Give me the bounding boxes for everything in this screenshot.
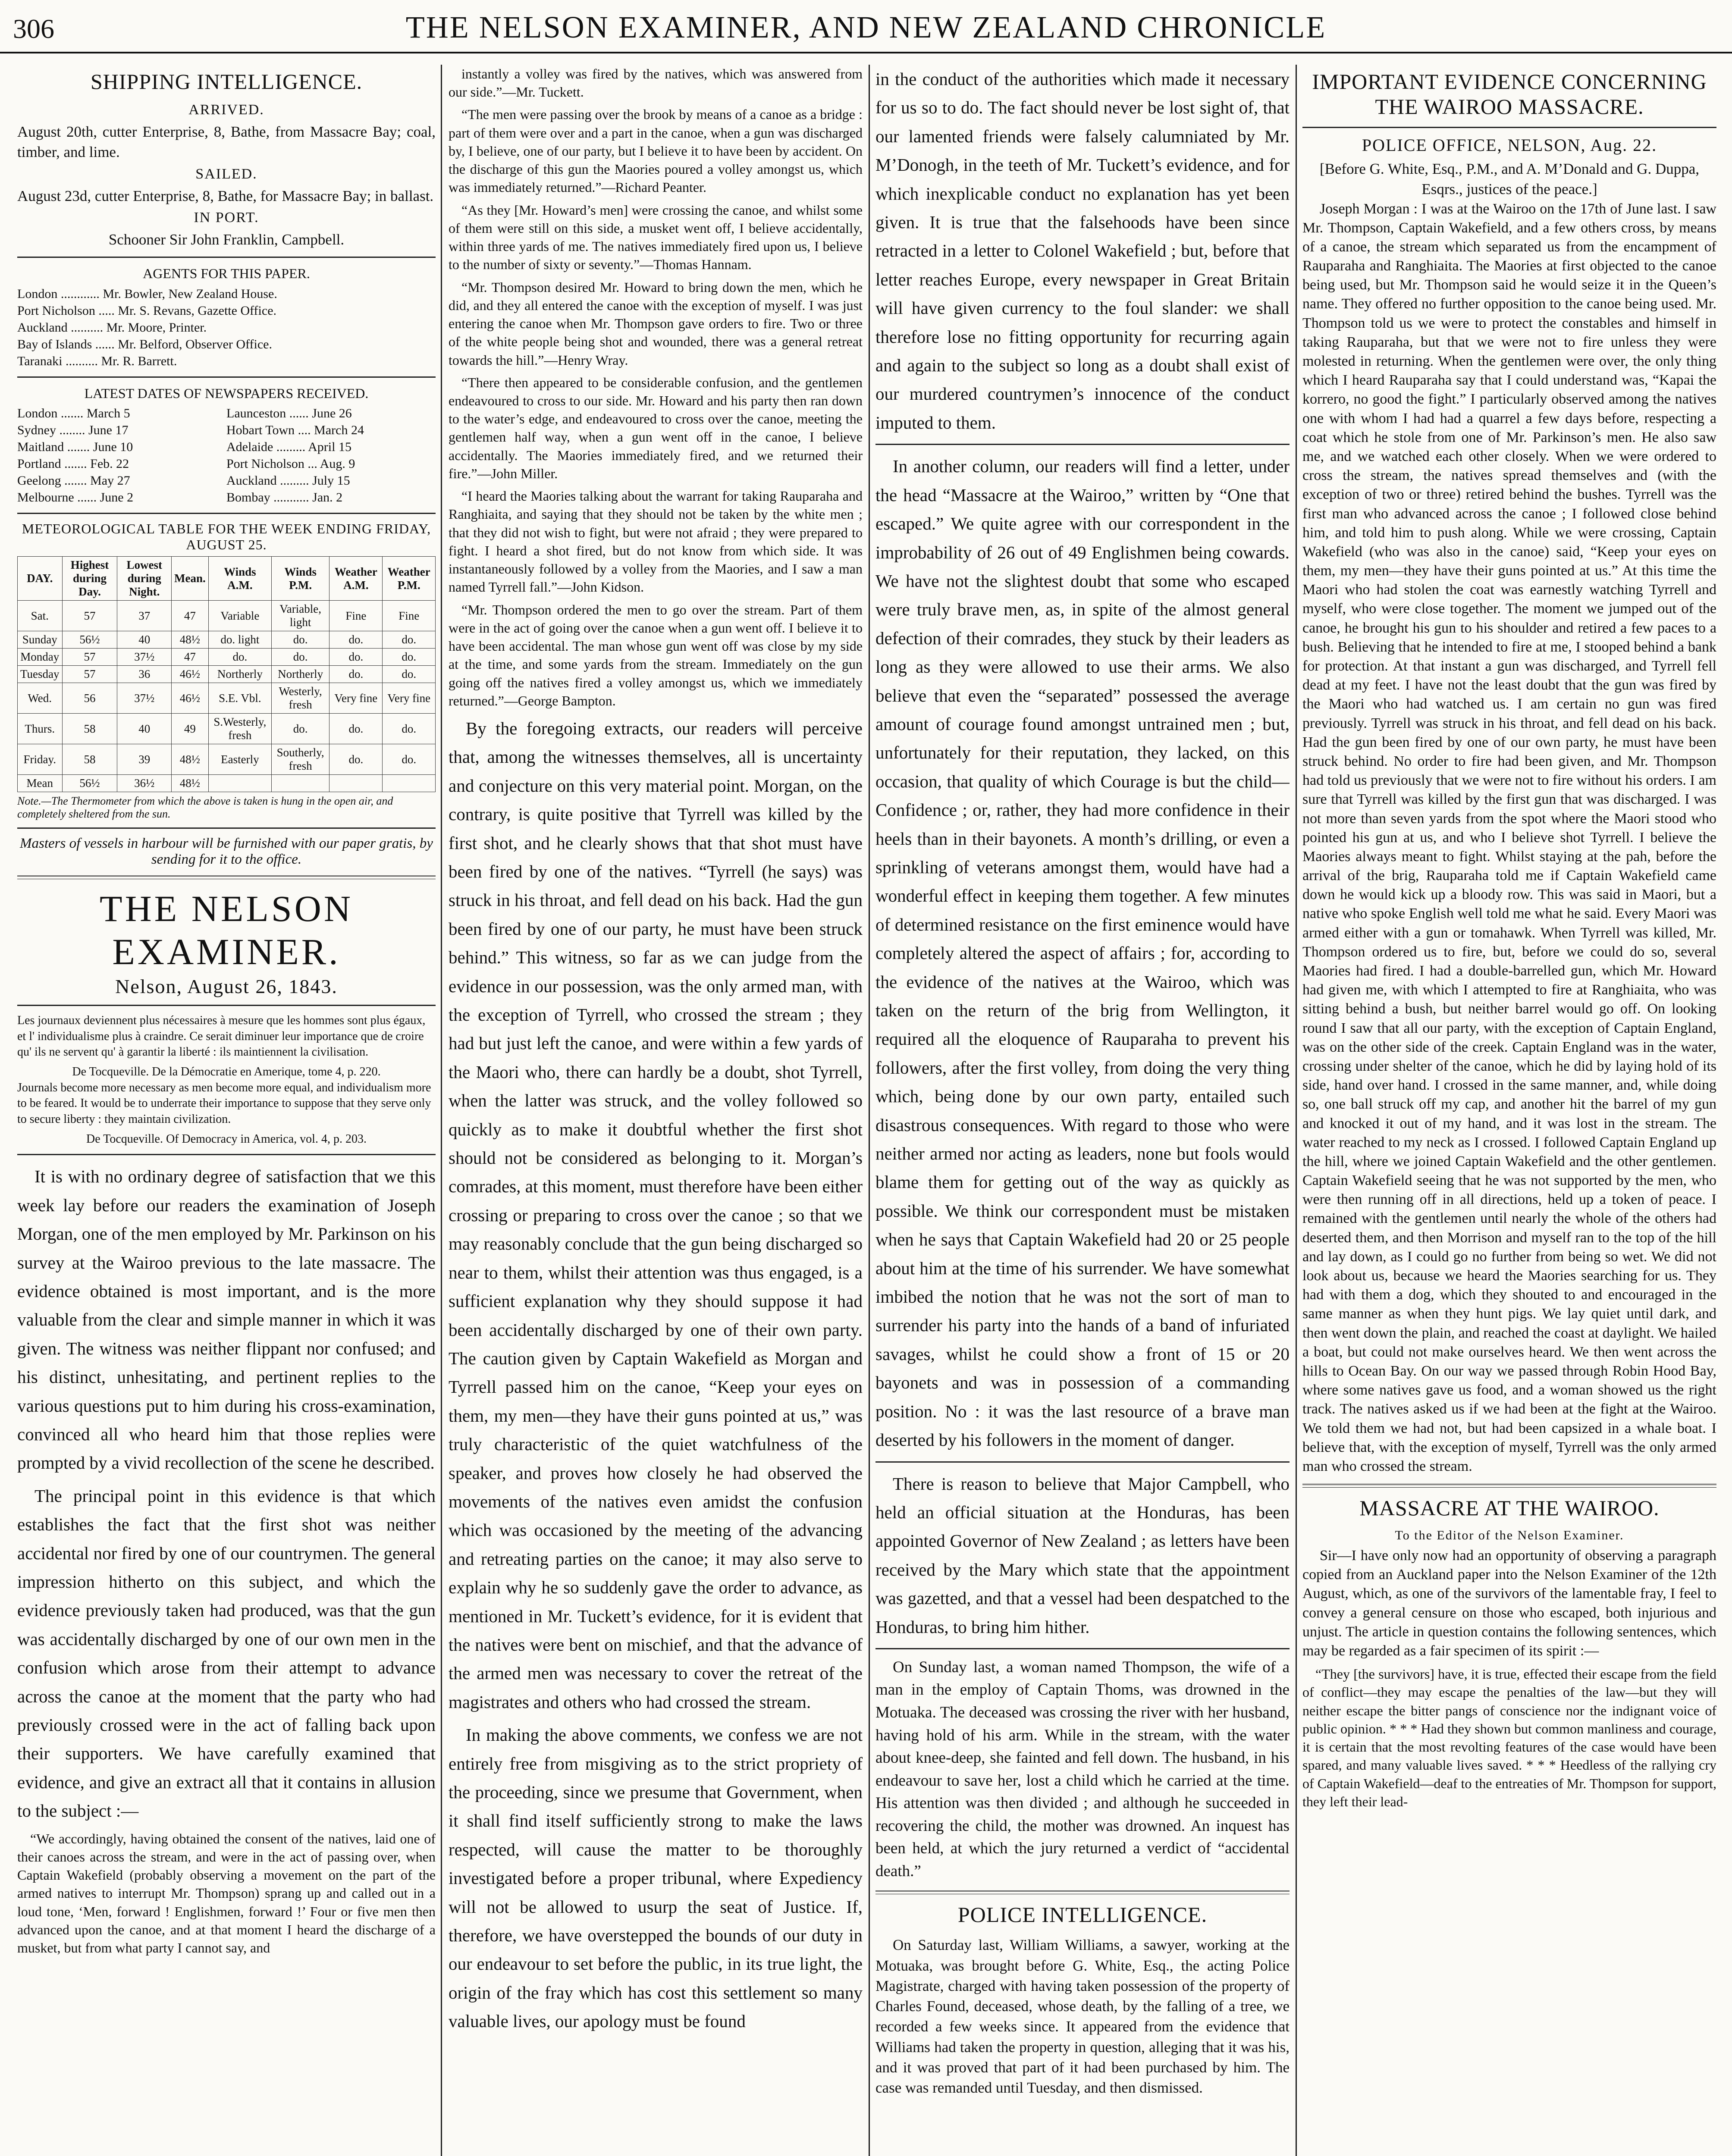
agent-row: London ............ Mr. Bowler, New Zealand House. <box>17 286 277 301</box>
meteo-cell: do. <box>383 649 436 666</box>
meteo-cell: do. <box>208 649 271 666</box>
meteo-cell: 56 <box>62 683 117 714</box>
page-number: 306 <box>13 13 54 44</box>
police-office-heading: POLICE OFFICE, NELSON, Aug. 22. <box>1362 135 1657 155</box>
divider <box>17 875 436 879</box>
meteo-grid <box>17 556 436 792</box>
agent-row: Taranaki .......... Mr. R. Barrett. <box>17 354 177 368</box>
column-rule <box>869 65 870 2156</box>
latest-cell: London ....... March 5 <box>17 406 130 421</box>
meteo-header: DAY. <box>18 557 63 601</box>
meteo-cell: do. <box>272 649 329 666</box>
editorial-body <box>17 1162 436 1825</box>
meteo-cell: do. <box>383 631 436 649</box>
arrived-text: August 20th, cutter Enterprise, 8, Bathe, from Massacre Bay; coal, timber, and lime. <box>17 123 436 161</box>
divider <box>17 1154 436 1155</box>
divider <box>17 376 436 378</box>
paper-title: THE NELSON EXAMINER. <box>100 888 353 973</box>
latest-cell: Auckland ......... July 15 <box>226 473 350 488</box>
meteo-cell: Southerly, fresh <box>272 744 329 775</box>
meteo-cell <box>208 775 271 792</box>
meteo-cell: Tuesday <box>18 666 63 683</box>
news-item <box>875 1656 1290 1883</box>
meteo-cell: Monday <box>18 649 63 666</box>
meteo-cell: 47 <box>172 601 209 631</box>
paragraph: The principal point in this evidence is that which establishes the fact that the first shot was neither accidental nor fired by one of our countrymen. The general impression hitherto on this subject, and which the evidence previously taken had produced, was that the gun was accidentally discharged by one of our own men in the confusion which arose from their attempt to advance across the canoe at the moment that the party who had previously crossed were in the act of falling back upon their supporters. We have carefully examined that evidence, and give an extract all that it contains in allusion to the subject :— <box>17 1485 436 1821</box>
meteo-cell: Variable, light <box>272 601 329 631</box>
letter-to: To the Editor of the Nelson Examiner. <box>1395 1528 1624 1543</box>
quoted-evidence: “There then appeared to be considerable confusion, and the gentlemen endeavoured to cross to our side. Mr. Howard and his party then ran down to the water’s edge, and endeavoured to cross over the canoe, meeting the gentlemen half way, when a gun went off in the canoe, I believe accidentally. The Maories immediately fired, and we returned their fire.”—John Miller. <box>449 374 863 481</box>
meteo-cell: 46½ <box>172 683 209 714</box>
meteo-cell: 58 <box>62 714 117 744</box>
police-intel-body <box>875 1935 1290 2098</box>
epigraph-english: Journals become more necessary as men become more equal, and individualism more to be feared. It would be to underrate their importance to suppose that they serve only to secure liberty : they maintain civilization. <box>17 1081 431 1126</box>
meteo-note: Note.—The Thermometer from which the above is taken is hung in the open air, and completely sheltered from the sun. <box>17 795 393 821</box>
meteorological-table <box>17 521 436 821</box>
divider <box>1302 1484 1716 1488</box>
meteo-cell: Northerly <box>208 666 271 683</box>
meteo-cell: Sat. <box>18 601 63 631</box>
editorial-body <box>449 714 863 2036</box>
meteo-cell: 48½ <box>172 631 209 649</box>
meteo-cell: 57 <box>62 649 117 666</box>
meteo-title: METEOROLOGICAL TABLE FOR THE WEEK ENDING FRIDAY, AUGUST 25. <box>22 521 431 553</box>
quoted-evidence: “The men were passing over the brook by means of a canoe as a bridge : part of them were over and a part in the canoe, when a gun was discharged by, I believe, one of our party, but I believe it to have been by accident. On the discharge of this gun the Maories poured a volley amongst us, which was immediately returned.”—Richard Peanter. <box>449 107 863 195</box>
meteo-cell: 58 <box>62 744 117 775</box>
latest-cell: Port Nicholson ... Aug. 9 <box>226 457 355 471</box>
quoted-paragraph: “They [the survivors] have, it is true, effected their escape from the field of conflict—they may escape the penalties of the law—but they will neither escape the bitter pangs of conscience nor the indignant voice of public opinion. * * * Had they shown but common manliness and courage, it is certain that the most revolting features of the case would have been spared, and many valuable lives saved. * * * Heedless of the rallying cry of Captain Wakefield—deaf to the entreaties of Mr. Thompson for support, they left their lead- <box>1302 1666 1716 1809</box>
letter-title: MASSACRE AT THE WAIROO. <box>1359 1496 1660 1520</box>
evidence-title: IMPORTANT EVIDENCE CONCERNING THE WAIROO MASSACRE. <box>1312 69 1707 119</box>
meteo-cell: 48½ <box>172 775 209 792</box>
agents-title: AGENTS FOR THIS PAPER. <box>143 266 310 281</box>
meteo-row <box>18 744 436 775</box>
meteo-header: Winds P.M. <box>272 557 329 601</box>
quoted-evidence: “I heard the Maories talking about the warrant for taking Rauparaha and Ranghiaita, and saying that they should not be taken by the white men ; that they did not wish to fight, but were not afraid ; they were prepared to fight. I heard a shot fired, but do not know from which side. It was instantaneously followed by a volley from the Maories, and I saw a man named Tyrrell fall.”—John Kidson. <box>449 488 863 595</box>
meteo-cell: 49 <box>172 714 209 744</box>
quoted-evidence: “Mr. Thompson ordered the men to go over the stream. Part of them were in the act of going over the canoe when a gun went off. I believe it to have been accidental. The man whose gun went off was close by my side at the time, and some yards from the stream. Immediately on the gun going off the natives fired a volley amongst us, which we immediately returned.”—George Bampton. <box>449 602 863 708</box>
paragraph: In another column, our readers will find a letter, under the head “Massacre at the Wairoo,” written by “One that escaped.” We quite agree with our correspondent in the improbability of 26 out of 49 Englishmen being cowards. We have not the slightest doubt that some who escaped were truly brave men, as, in spite of the almost general defection of their comrades, they stuck by their leaders as long as they were allowed to use their arms. We also believe that even the “separated” possessed the average amount of courage found amongst untrained men ; but, unfortunately for their reputation, they lacked, on this occasion, that quality of which Courage is but the child—Confidence ; or, rather, they had more confidence in their heels than in their bayonets. A month’s drilling, or even a sprinkling of veterans amongst them, would have had a wonderful effect in keeping them together. A few minutes of determined resistance on the first eminence would have completely altered the aspect of affairs ; for, according to the evidence of the natives at the Wairoo, which was taken on the return of the brig from Wellington, it required all the eloquence of Rauparaha to prevent his followers, after the first volley, from doing the very thing which, being done by our own party, entailed such disastrous consequences. With regard to those who were neither armed nor acting as leaders, none but fools would blame them for getting out of the way as quickly as possible. We think our correspondent must be mistaken when he says that Captain Wakefield had 20 or 25 people about him at the time of his surrender. We have somewhat imbibed the notion that he was not the sort of man to surrender his party into the hands of a band of infuriated savages, whilst he could show a front of 15 or 20 bayonets and was in possession of a commanding position. No : it was the last resource of a brave man deserted by his followers in the moment of danger. <box>875 456 1290 1450</box>
police-intel-title: POLICE INTELLIGENCE. <box>957 1902 1208 1927</box>
latest-cell: Maitland ....... June 10 <box>17 440 133 454</box>
meteo-cell <box>329 775 383 792</box>
meteo-cell: 46½ <box>172 666 209 683</box>
in-port-text: Schooner Sir John Franklin, Campbell. <box>108 231 345 248</box>
agent-row: Port Nicholson ..... Mr. S. Revans, Gazette Office. <box>17 303 277 318</box>
shipping-title: SHIPPING INTELLIGENCE. <box>90 69 363 94</box>
latest-cell: Bombay ........... Jan. 2 <box>226 490 343 505</box>
meteo-header: Winds A.M. <box>208 557 271 601</box>
meteo-cell: 56½ <box>62 631 117 649</box>
meteo-header: Lowest during Night. <box>117 557 172 601</box>
quoted-evidence: “Mr. Thompson desired Mr. Howard to bring down the men, which he did, and they all entered the canoe with the exception of myself. I was just entering the canoe when Mr. Thompson gave orders to fire. Two or three of the white people being shot and wounded, there was a general retreat towards the hill.”—Henry Wray. <box>449 279 863 368</box>
meteo-row <box>18 775 436 792</box>
paragraph: On Saturday last, William Williams, a sawyer, working at the Motuaka, was brought before G. White, Esq., the acting Police Magistrate, charged with having taken possession of the property of Charles Found, deceased, whose death, by the falling of a tree, we recorded a few weeks since. It appeared from the evidence that Williams had taken the property in question, alleging that it was his, and it was proved that part of it had been purchased by him. The case was remanded until Tuesday, and then dismissed. <box>875 1937 1290 2096</box>
epigraph <box>17 1013 436 1147</box>
meteo-cell: do. <box>272 631 329 649</box>
meteo-cell: do. <box>383 666 436 683</box>
meteo-cell: do. <box>329 649 383 666</box>
quoted-evidence: instantly a volley was fired by the natives, which was answered from our side.”—Mr. Tuckett. <box>449 66 863 100</box>
sailed-text: August 23d, cutter Enterprise, 8, Bathe, for Massacre Bay; in ballast. <box>17 187 434 204</box>
meteo-cell: 57 <box>62 601 117 631</box>
meteo-cell: 37½ <box>117 649 172 666</box>
latest-dates <box>17 385 436 506</box>
latest-row <box>17 472 436 489</box>
paragraph: On Sunday last, a woman named Thompson, the wife of a man in the employ of Captain Thoms, was drowned in the Motuaka. The deceased was crossing the river with her husband, having hold of his arm. While in the stream, with the water about knee-deep, she fainted and fell down. The husband, in his endeavour to save her, lost a child which he carried at the time. His attention was then divided ; and although he succeeded in recovering the child, the mother was drowned. An inquest has been held, at which the jury returned a verdict of “accidental death.” <box>875 1658 1290 1880</box>
meteo-cell: Very fine <box>329 683 383 714</box>
meteo-cell: 37½ <box>117 683 172 714</box>
agent-row: Bay of Islands ...... Mr. Belford, Observer Office. <box>17 337 272 351</box>
latest-row <box>17 405 436 422</box>
arrived-label: ARRIVED. <box>188 102 264 118</box>
meteo-cell: do. <box>383 714 436 744</box>
meteo-row <box>18 683 436 714</box>
paragraph: It is with no ordinary degree of satisfaction that we this week lay before our readers the examination of Joseph Morgan, one of the men employed by Mr. Parkinson on his survey at the Wairoo previous to the late massacre. The evidence obtained is most important, and is the more valuable from the clear and simple manner in which it was given. The witness was neither flippant nor confused; and his distinct, unhesitating, and pertinent replies to the various questions put to him during his cross-examination, convinced all who heard him that those replies were prompted by a vivid recollection of the scene he described. <box>17 1166 436 1473</box>
column-4 <box>1302 65 1716 2156</box>
quoted-evidence: “We accordingly, having obtained the consent of the natives, laid one of their canoes across the stream, and were in the act of passing over, when Captain Wakefield (probably observing a movement on the part of the armed natives to interrupt Mr. Thompson) sprang up and called out in a loud tone, ‘Men, forward ! Englishmen, forward !’ Four or five men then advanced upon the canoe, and at that moment I heard the discharge of a musket, but from what party I cannot say, and <box>17 1830 436 1956</box>
meteo-cell: Northerly <box>272 666 329 683</box>
quoted-evidence: “As they [Mr. Howard’s men] were crossing the canoe, and whilst some of them were still on this side, a musket went off, I believe accidentally, within three yards of me. The natives immediately fired upon us, I believe to the number of sixty or seventy.”—Thomas Hannam. <box>449 202 863 273</box>
meteo-row <box>18 631 436 649</box>
column-2 <box>449 65 863 2156</box>
meteo-cell: do. <box>329 631 383 649</box>
divider <box>875 1890 1290 1894</box>
meteo-header: Weather A.M. <box>329 557 383 601</box>
column-1 <box>17 65 436 2156</box>
paragraph: Sir—I have only now had an opportunity of observing a paragraph copied from an Auckland paper into the Nelson Examiner of the 12th August, which, as one of the survivors of the lamentable fray, I feel to convey a general censure on those who escaped, both injurious and unjust. The article in question contains the following sentences, which may be regarded as a fair specimen of its spirit :— <box>1302 1548 1716 1659</box>
meteo-cell: Fine <box>383 601 436 631</box>
latest-row <box>17 422 436 439</box>
editorial-body <box>875 1470 1290 1641</box>
meteo-cell: 37 <box>117 601 172 631</box>
meteo-cell: S.E. Vbl. <box>208 683 271 714</box>
meteo-cell: do. <box>329 666 383 683</box>
divider <box>17 513 436 514</box>
meteo-cell: 56½ <box>62 775 117 792</box>
divider <box>17 257 436 258</box>
meteo-cell: 39 <box>117 744 172 775</box>
meteo-cell: Friday. <box>18 744 63 775</box>
page-header <box>0 0 1732 53</box>
meteo-cell: Easterly <box>208 744 271 775</box>
meteo-cell: do. <box>329 714 383 744</box>
divider <box>17 827 436 829</box>
meteo-cell: Fine <box>329 601 383 631</box>
divider <box>875 444 1290 445</box>
newspaper-masthead: THE NELSON EXAMINER, AND NEW ZEALAND CHRONICLE <box>405 10 1327 44</box>
meteo-header: Highest during Day. <box>62 557 117 601</box>
meteo-row <box>18 714 436 744</box>
meteo-cell: Mean <box>18 775 63 792</box>
sailed-label: SAILED. <box>195 166 257 182</box>
latest-row <box>17 489 436 506</box>
meteo-cell: Thurs. <box>18 714 63 744</box>
dateline: Nelson, August 26, 1843. <box>115 975 338 998</box>
latest-title: LATEST DATES OF NEWSPAPERS RECEIVED. <box>84 385 369 401</box>
divider <box>875 1648 1290 1649</box>
latest-cell: Sydney ........ June 17 <box>17 423 129 438</box>
editorial-body <box>875 65 1290 437</box>
meteo-cell: do. <box>329 744 383 775</box>
meteo-cell: Westerly, fresh <box>272 683 329 714</box>
epigraph-source: De Tocqueville. Of Democracy in America, vol. 4, p. 203. <box>86 1132 367 1146</box>
masters-note: Masters of vessels in harbour will be furnished with our paper gratis, by sending for it to the office. <box>20 836 433 868</box>
agents-list <box>17 265 436 370</box>
meteo-cell <box>272 775 329 792</box>
meteo-cell: S.Westerly, fresh <box>208 714 271 744</box>
meteo-row <box>18 666 436 683</box>
meteo-cell: Variable <box>208 601 271 631</box>
meteo-cell: 48½ <box>172 744 209 775</box>
meteo-cell: 36 <box>117 666 172 683</box>
divider <box>17 1005 436 1006</box>
latest-cell: Portland ....... Feb. 22 <box>17 457 129 471</box>
paragraph: In making the above comments, we confess we are not entirely free from misgiving as to the strict propriety of the proceeding, since we presume that Government, when it shall find itself sufficiently strong to make the laws respected, will cause the matter to be thoroughly investigated before a proper tribunal, where Expediency will not be allowed to usurp the seat of Justice. If, therefore, we have overstepped the bounds of our duty in our endeavour to set before the public, in its true light, the origin of the fray which has cost this settlement so many valuable lives, our apology must be found <box>449 1725 863 2031</box>
meteo-cell: Very fine <box>383 683 436 714</box>
divider <box>1302 127 1716 128</box>
divider <box>875 1461 1290 1463</box>
epigraph-french: Les journaux deviennent plus nécessaires à mesure que les hommes sont plus égaux, et l' individualisme plus à craindre. Ce serait diminuer leur importance que de croire qu' ils ne servent qu' à garantir la liberté : ils maintiennent la civilisation. <box>17 1014 426 1059</box>
meteo-cell: 47 <box>172 649 209 666</box>
meteo-cell: 40 <box>117 714 172 744</box>
shipping-intelligence <box>17 69 436 250</box>
latest-cell: Geelong ....... May 27 <box>17 473 130 488</box>
meteo-cell: do. <box>383 744 436 775</box>
meteo-cell: 36½ <box>117 775 172 792</box>
latest-cell: Adelaide ......... April 15 <box>226 440 351 454</box>
column-rule <box>441 65 442 2156</box>
paragraph: By the foregoing extracts, our readers will perceive that, among the witnesses themselves, all is uncertainty and conjecture on this very material point. Morgan, on the contrary, is quite positive that Tyrrell was killed by the first shot, and he clearly shows that that shot must have been fired by one of the natives. “Tyrrell (he says) was struck in his throat, and fell dead on his back. Had the gun been fired by one of our party, he must have been struck behind.” This witness, so far as we can judge from the evidence in our possession, was the only armed man, with the exception of Tyrrell, who crossed the stream ; they had but just left the canoe, and were within a few yards of the Maori who, there can hardly be a doubt, shot Tyrrell, when the latter was struck, and the volley followed so quickly as to make it doubtful whether the first shot should not be considered as belonging to it. Morgan’s comrades, at this moment, must therefore have been either crossing or preparing to cross over the canoe ; so that we may reasonably conclude that the gun being discharged so near to them, whilst their attention was thus engaged, is a sufficient explanation why they should suppose it had been accidentally discharged by one of their own party. The caution given by Captain Wakefield as Morgan and Tyrrell passed him on the canoe, “Keep your eyes on them, my men—they have their guns pointed at us,” was truly characteristic of the quiet watchfulness of the speaker, and proves how closely he had observed the movements of the natives even amidst the confusion which was occasioned by the meeting of the advancing and retreating parties on the canoe; it may also serve to explain why he so suddenly gave the order to advance, as mentioned in Mr. Tuckett’s evidence, for it is evident that the natives were bent on mischief, and that the advance of the armed men was necessary to cover the retreat of the magistrates and others who had crossed the stream. <box>449 718 863 1712</box>
in-port-label: IN PORT. <box>194 209 259 226</box>
paragraph: There is reason to believe that Major Campbell, who held an official situation at the Honduras, has been appointed Governor of New Zealand ; as letters have been received by the Mary which state that the appointment was gazetted, and that a vessel had been despatched to the Honduras, to bring him hither. <box>875 1473 1290 1637</box>
meteo-header: Weather P.M. <box>383 557 436 601</box>
epigraph-source: De Tocqueville. De la Démocratie en Amerique, tome 4, p. 220. <box>72 1065 381 1079</box>
evidence-before: [Before G. White, Esq., P.M., and A. M’Donald and G. Duppa, Esqrs., justices of the peace.] <box>1319 160 1700 198</box>
paragraph: in the conduct of the authorities which made it necessary for us so to do. The fact should never be lost sight of, that our lamented friends were falsely calumniated by Mr. M’Donogh, in the teeth of Mr. Tuckett’s evidence, and for which inexplicable conduct no explanation has yet been given. It is true that the falsehoods have been since retracted in a letter to Colonel Wakefield ; but, before that letter reaches Europe, every newspaper in Great Britain will have given currency to the foul slander: we shall therefore lose no fitting opportunity for recurring again and again to the subject so long as a doubt shall exist of our murdered countrymen’s innocence of the conduct imputed to them. <box>875 69 1290 432</box>
editorial-body <box>875 452 1290 1454</box>
latest-cell: Melbourne ...... June 2 <box>17 490 134 505</box>
meteo-row <box>18 649 436 666</box>
latest-row <box>17 455 436 472</box>
meteo-cell: do. <box>272 714 329 744</box>
meteo-header-row <box>18 557 436 601</box>
letter-body <box>1302 1546 1716 1811</box>
latest-cell: Hobart Town .... March 24 <box>226 423 364 438</box>
meteo-cell: 40 <box>117 631 172 649</box>
column-rule <box>1296 65 1297 2156</box>
meteo-cell: 57 <box>62 666 117 683</box>
meteo-row <box>18 601 436 631</box>
meteo-cell: do. light <box>208 631 271 649</box>
latest-row <box>17 439 436 455</box>
paragraph: Joseph Morgan : I was at the Wairoo on the 17th of June last. I saw Mr. Thompson, Captain Wakefield, and a few others cross, by means of a canoe, the stream which separated us from the encampment of Rauparaha and Ranghiaita. The Maories at first objected to the canoe being used, but Mr. Thompson said he would seize it in the Queen’s name. They offered no further opposition to the canoe being used. Mr. Thompson told us we were to protect the constables and himself in taking Rauparaha, but that we were not to fire unless they were molested in returning. When the gentlemen were over, the only thing which I heard Rauparaha say that I could understand was, “Kapai the korrero, no good the fight.” I particularly observed among the natives one with whom I had had a quarrel a few days before, respecting a coat which he stole from one of Mr. Parkinson’s men. He also saw me, and we watched each other closely. When we were ordered to cross the stream, the natives spread themselves and (with the exception of two or three) retired behind the bushes. Tyrrell was the first man who advanced across the canoe ; I followed close behind him, and told him to push along. While we were crossing, Captain Wakefield (who was also in the canoe) said, “Keep your eyes on them, my men—they have their guns pointed at us.” At this time the Maori who had stolen the coat was earnestly watching Tyrrell and myself, who were close together. The moment we jumped out of the canoe, he brought his gun to his shoulder and retired a few paces to a bush. Believing that he intended to fire at me, I stooped behind a bank for protection. At that instant a gun was discharged, and Tyrrell fell dead at my feet. I have not the least doubt that the gun was fired by the Maori who had watched us. I am certain no gun was fired previously. Tyrrell was struck in his throat, and fell dead on his back. Had the gun been fired by one of our own party, he must have been struck behind. No order to fire had been given, and Mr. Thompson had told us previously that we were not to fire without his orders. I am sure that Tyrrell was killed by the first gun that was discharged. I was not more than seven yards from the spot where the Maori stood who pointed his gun at us, and who I believe shot Tyrrell. I believe the Maories always meant to fight. Whilst staying at the pah, before the arrival of the brig, Rauparaha told me if Captain Wakefield came down he would kick up a bloody row. This was said in Maori, but a native who spoke English well told me what he said. Every Maori was armed either with a gun or tomahawk. When Tyrrell was killed, Mr. Thompson ordered us to fire, but, before we could do so, several Maories had fired. I had a double-barrelled gun, which Mr. Howard had given me, with which I attempted to fire at Ranghiaita, who was sitting behind a bush, but neither barrel would go off. On looking round I saw that all our party, with the exception of Captain England, was on the other side of the creek. Captain England was in the water, crossing under shelter of the canoe, which he did by laying hold of its side, hand over hand. I crossed in the same manner, and, while doing so, one ball struck off my cap, and another hit the barrel of my gun and knocked it out of my hand, and it was lost in the stream. The water reached to my neck as I crossed. I followed Captain England up the hill, where we joined Captain Wakefield and the other gentlemen. Captain Wakefield seeing that he was not supported by the men, who were then running off in all directions, held up a token of peace. I remained with the gentlemen until nearly the whole of the others had deserted them, and then Morrison and myself ran to the top of the hill and lay down, as I could go no further from being so wet. We did not look about us, because we heard the Maories searching for us. They had with them a dog, which they shouted to and encouraged in the same manner as when they hunt pigs. We lay quiet until dark, and then went down the plain, and reached the coast at daylight. We hailed a boat, but could not make ourselves heard. We then went across the hills to Ocean Bay. On our way we passed through Robin Hood Bay, where some natives gave us food, and a woman showed us the right track. The natives asked us if we had been at the fight at the Wairoo. We told them we had not, but had been capsized in a whale boat. I believe that, with the exception of myself, Tyrrell was the only armed man who crossed the stream. <box>1302 201 1716 1474</box>
meteo-header: Mean. <box>172 557 209 601</box>
agent-row: Auckland .......... Mr. Moore, Printer. <box>17 320 207 335</box>
meteo-cell: Sunday <box>18 631 63 649</box>
meteo-cell: Wed. <box>18 683 63 714</box>
latest-cell: Launceston ...... June 26 <box>226 406 352 421</box>
meteo-cell <box>383 775 436 792</box>
column-3 <box>875 65 1290 2156</box>
evidence-body <box>1302 200 1716 1476</box>
